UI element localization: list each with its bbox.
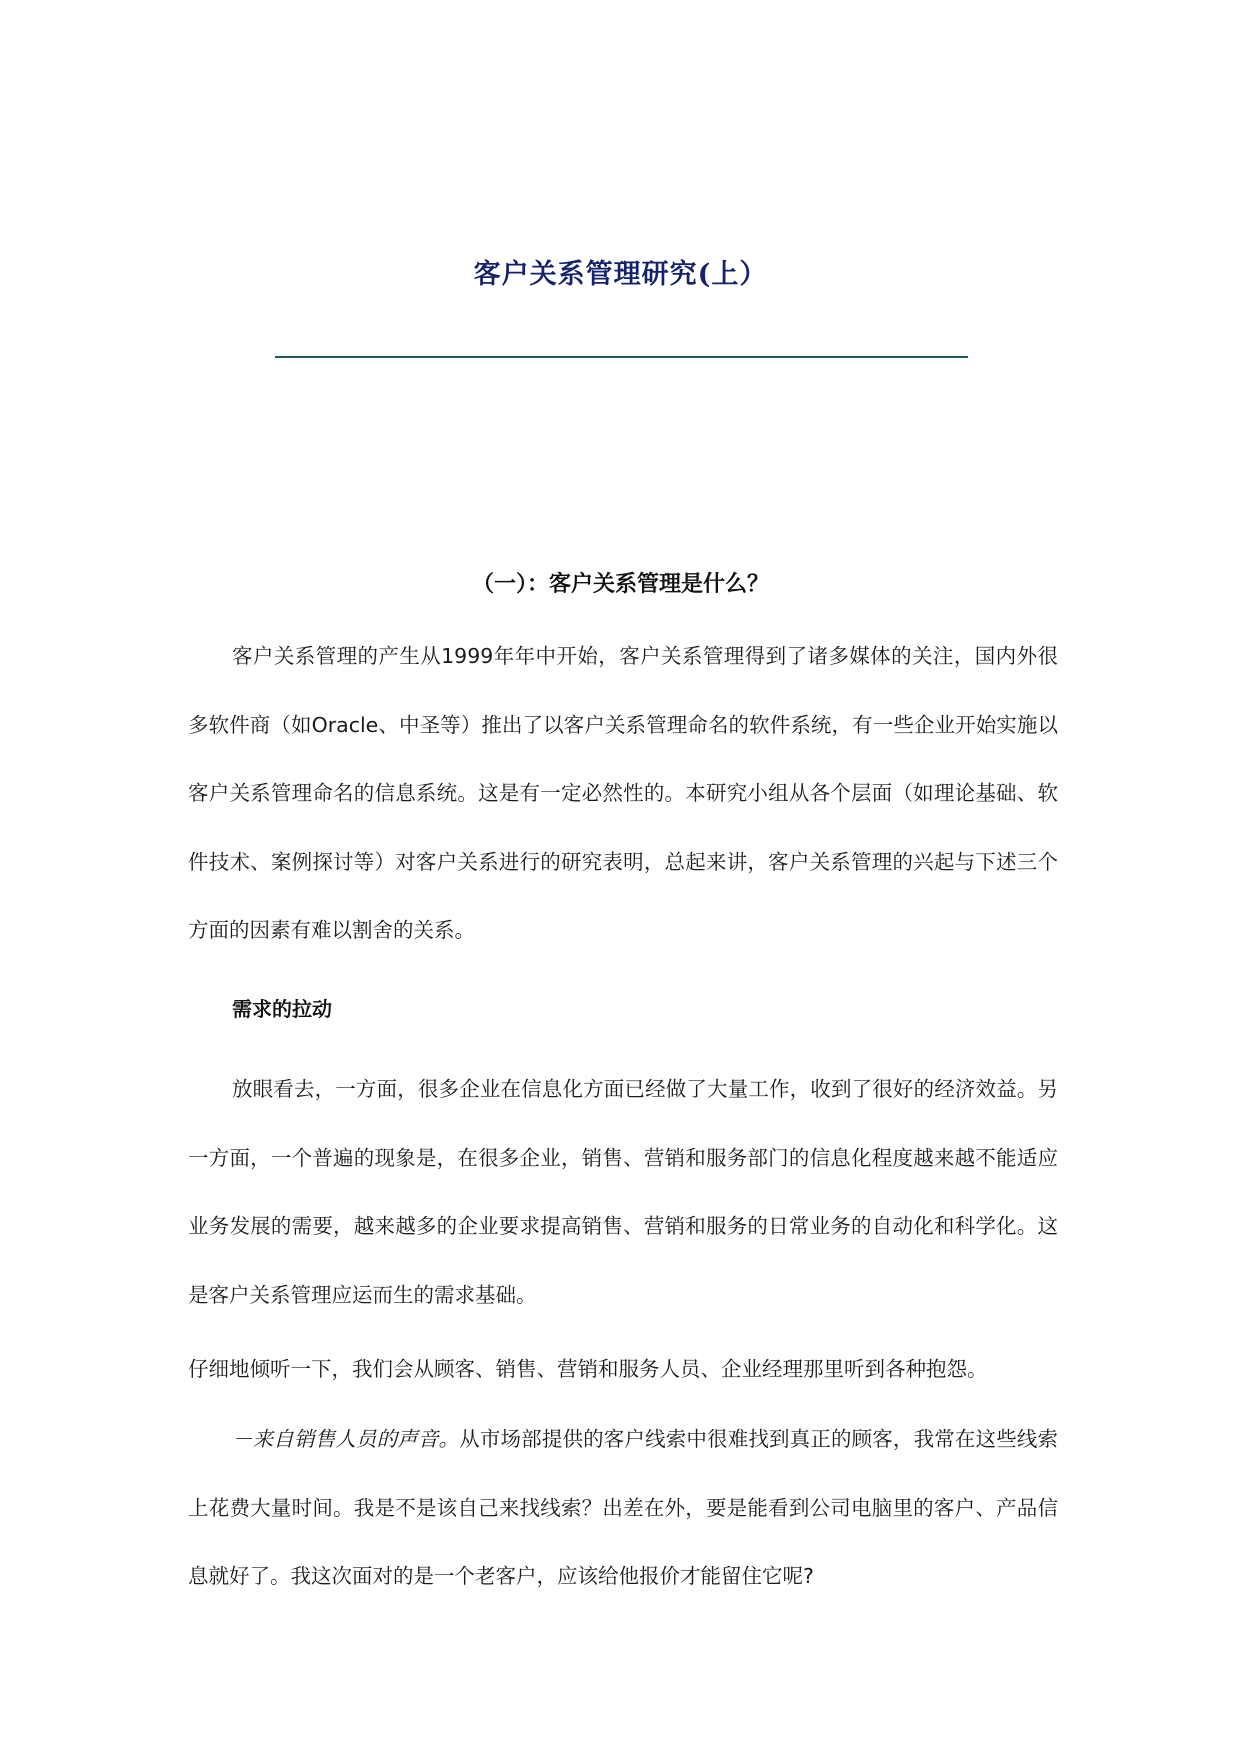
- title-divider: [275, 356, 968, 358]
- sales-voice-lead: －来自销售人员的声音。: [232, 1427, 460, 1451]
- sub-heading-demand: 需求的拉动: [232, 997, 332, 1021]
- paragraph-demand: 放眼看去，一方面，很多企业在信息化方面已经做了大量工作，收到了很好的经济效益。另一方面，一个普遍的现象是，在很多企业，销售、营销和服务部门的信息化程度越来越不能适应业务发展的需要，越来越多的企业要求提高销售、营销和服务的日常业务的自动化和科学化。这是客户关系管理应运而生的需求基础。: [188, 1077, 1058, 1307]
- document-title: 客户关系管理研究(上）: [473, 259, 768, 290]
- sales-voice-body: 从市场部提供的客户线索中很难找到真正的顾客，我常在这些线索上花费大量时间。我是不是该自己来找线索？出差在外，要是能看到公司电脑里的客户、产品信息就好了。我这次面对的是一个老客户，应该给他报价才能留住它呢?: [188, 1427, 1059, 1588]
- paragraph-complaints: 仔细地倾听一下，我们会从顾客、销售、营销和服务人员、企业经理那里听到各种抱怨。: [188, 1357, 988, 1381]
- paragraph-sales-voice: [188, 1405, 1058, 1611]
- section-heading: （一）：客户关系管理是什么？: [471, 572, 769, 597]
- paragraph-intro: 客户关系管理的产生从1999年年中开始，客户关系管理得到了诸多媒体的关注，国内外很多软件商（如Oracle、中圣等）推出了以客户关系管理命名的软件系统，有一些企业开始实施以客户关系管理命名的信息系统。这是有一定必然性的。本研究小组从各个层面（如理论基础、软件技术、案例探讨等）对客户关系进行的研究表明，总起来讲，客户关系管理的兴起与下述三个方面的因素有难以割舍的关系。: [188, 644, 1058, 942]
